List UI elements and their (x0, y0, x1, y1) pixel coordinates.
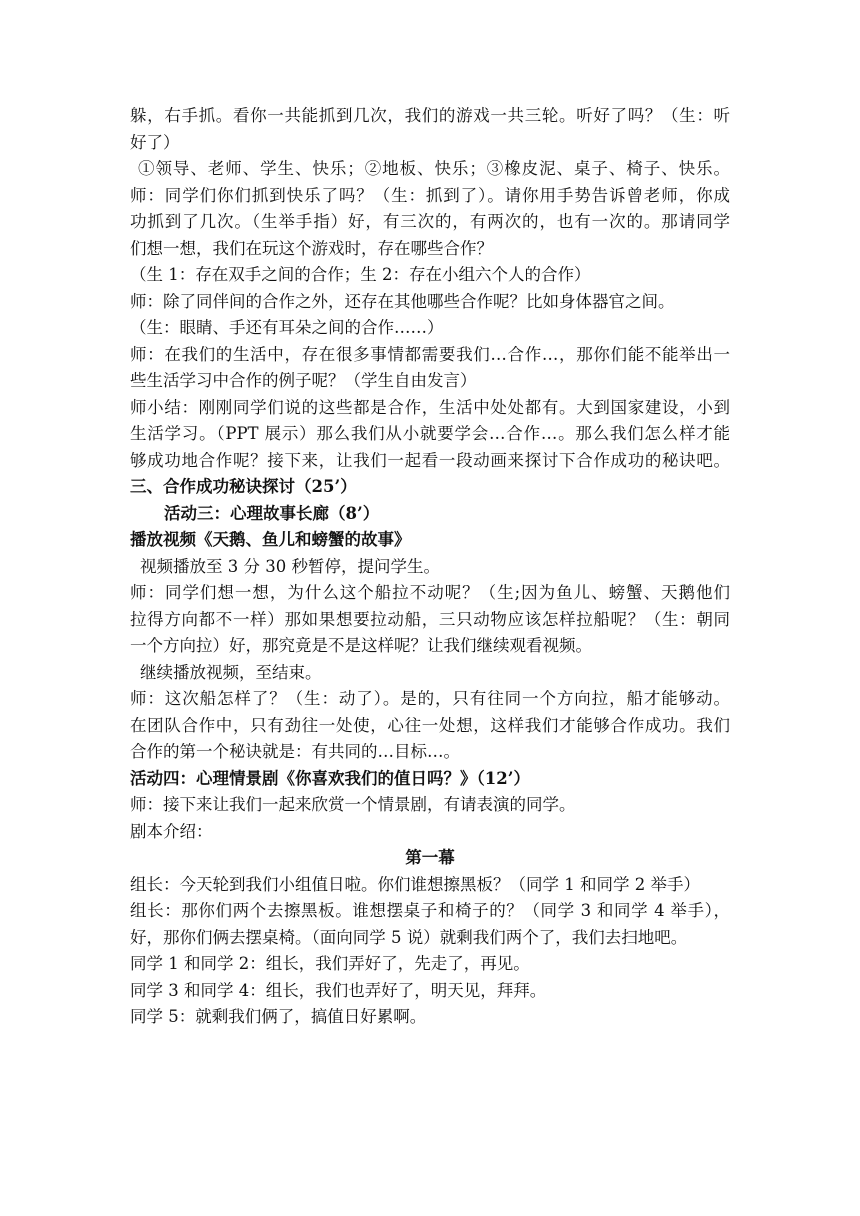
text-line: 师：同学们你们抓到快乐了吗？（生：抓到了）。请你用手势告诉曾老师，你成 (130, 185, 730, 205)
text-line: 合作的第一个秘诀就是：有共同的…目标…。 (130, 742, 460, 761)
document-page (130, 103, 730, 1031)
text-line: 拉得方向都不一样）那如果想要拉动船，三只动物应该怎样拉船呢？（生：朝同 (130, 609, 730, 629)
text-line: （生：眼睛、手还有耳朵之间的合作……） (130, 318, 444, 337)
text-line: 组长：今天轮到我们小组值日啦。你们谁想擦黑板？（同学 1 和同学 2 举手） (130, 874, 700, 894)
text-line: 剧本介绍： (130, 821, 213, 841)
text-line: 师：这次船怎样了？（生：动了）。是的，只有往同一个方向拉，船才能够动。 (130, 689, 730, 708)
activity-heading: 活动三：心理故事长廊（8’） (164, 503, 380, 523)
text-line: 继续播放视频，至结束。 (140, 662, 322, 682)
text-line: 师小结：刚刚同学们说的这些都是合作，生活中处处都有。大到国家建设，小到 (130, 397, 730, 417)
text-line: 师：除了同伴间的合作之外，还存在其他哪些合作呢？比如身体器官之间。 (130, 291, 675, 311)
text-line: （生 1：存在双手之间的合作；生 2：存在小组六个人的合作） (130, 265, 591, 284)
activity-heading: 活动四：心理情景剧《你喜欢我们的值日吗？》（12’） (130, 768, 530, 788)
text-line: 们想一想，我们在玩这个游戏时，存在哪些合作？ (130, 238, 493, 258)
text-line: 师：在我们的生活中，存在很多事情都需要我们…合作…，那你们能不能举出一 (130, 344, 730, 364)
text-line: ①领导、老师、学生、快乐；②地板、快乐；③橡皮泥、桌子、椅子、快乐。 (138, 159, 730, 178)
text-line: 些生活学习中合作的例子呢？（学生自由发言） (130, 371, 477, 390)
text-line: 师：同学们想一想，为什么这个船拉不动呢？（生;因为鱼儿、螃蟹、天鹅他们 (130, 583, 730, 602)
video-heading: 播放视频《天鹅、鱼儿和螃蟹的故事》 (130, 530, 411, 549)
text-line: 同学 3 和同学 4：组长，我们也弄好了，明天见，拜拜。 (130, 980, 547, 1000)
scene-heading: 第一幕 (405, 848, 455, 867)
text-line: 生活学习。（PPT 展示）那么我们从小就要学会…合作…。那么我们怎么样才能 (130, 424, 730, 443)
text-line: 功抓到了几次。（生举手指）好，有三次的，有两次的，也有一次的。那请同学 (130, 212, 730, 231)
text-line: 一个方向拉）好，那究竟是不是这样呢？让我们继续观看视频。 (130, 636, 592, 655)
text-line: 组长：那你们两个去擦黑板。谁想摆桌子和椅子的？（同学 3 和同学 4 举手）， (130, 901, 730, 920)
text-line: 视频播放至 3 分 30 秒暂停，提问学生。 (140, 556, 440, 576)
text-line: 在团队合作中，只有劲往一处使，心往一处想，这样我们才能够合作成功。我们 (130, 715, 730, 735)
text-line: 好了） (130, 132, 180, 152)
text-line: 同学 1 和同学 2：组长，我们弄好了，先走了，再见。 (130, 954, 530, 973)
text-line: 同学 5：就剩我们俩了，搞值日好累啊。 (130, 1007, 427, 1026)
text-line: 够成功地合作呢？接下来，让我们一起看一段动画来探讨下合作成功的秘诀吧。 (130, 450, 730, 470)
text-line: 好，那你们俩去摆桌椅。（面向同学 5 说）就剩我们两个了，我们去扫地吧。 (130, 927, 688, 947)
text-line: 躲，右手抓。看你一共能抓到几次，我们的游戏一共三轮。听好了吗？（生：听 (130, 106, 730, 125)
section-heading: 三、合作成功秘诀探讨（25’） (130, 477, 357, 496)
text-line: 师：接下来让我们一起来欣赏一个情景剧，有请表演的同学。 (130, 795, 576, 814)
